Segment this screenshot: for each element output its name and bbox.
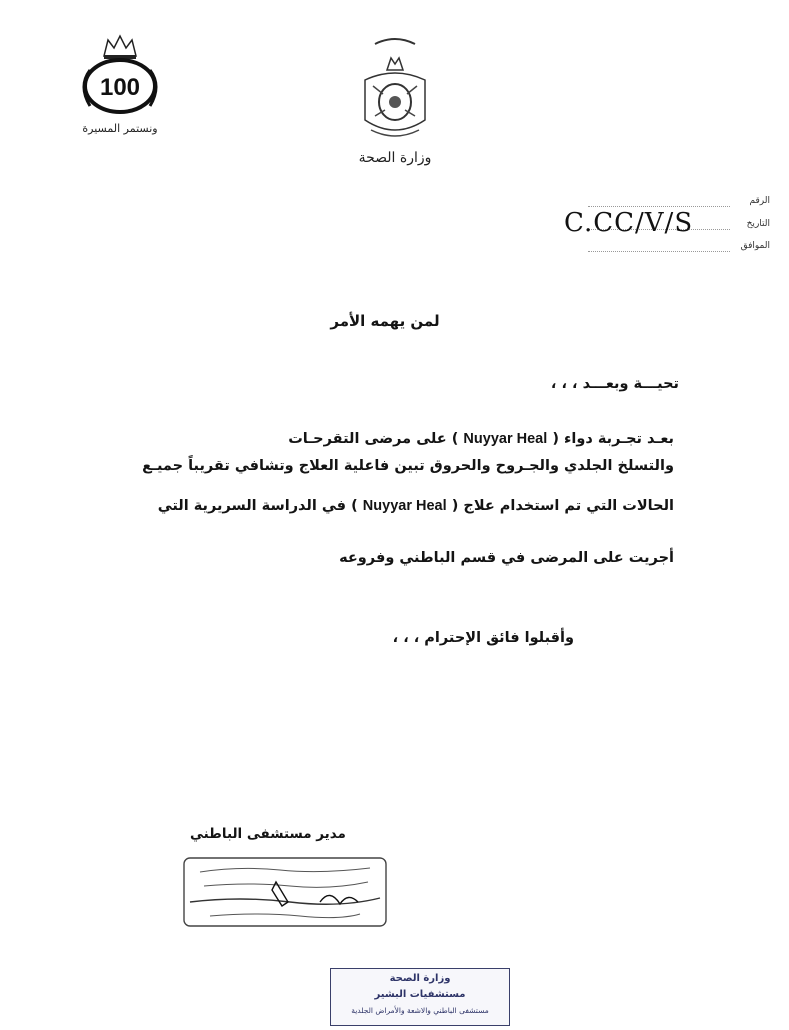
corresponding-line [588, 251, 730, 252]
ministry-caption: وزارة الصحة [358, 150, 432, 166]
ministry-crest [345, 30, 445, 180]
body-line-3 [158, 498, 674, 514]
handwritten-date: C.CC/V/S [564, 208, 694, 238]
hospital-stamp [330, 968, 510, 1026]
letter-greeting: تحيـــة وبعـــد ، ، ، [550, 376, 679, 392]
date-label: التاريخ [746, 219, 770, 229]
jordan-crest-icon [365, 39, 425, 136]
line3-after: ) في الدراسة السريرية التي [157, 498, 358, 514]
signature-title: مدير مستشفى الباطني [190, 826, 346, 842]
letter-closing: وأقبلوا فائق الإحترام ، ، ، [392, 630, 574, 646]
corresponding-label: الموافق [740, 241, 770, 251]
stamp-ministry: وزارة الصحة [389, 973, 451, 984]
number-label: الرقم [749, 196, 770, 206]
centennial-number: 100 [99, 74, 141, 101]
centennial-logo [60, 28, 180, 143]
body-line-2: والتسلخ الجلدي والجـروح والحروق تبين فاعلية العلاج وتشافي تقريباً جميـع [142, 458, 674, 474]
letter-heading: لمن يهمه الأمر [330, 312, 440, 330]
reference-block [560, 192, 770, 262]
crown-icon [104, 36, 136, 59]
number-line [588, 206, 730, 207]
doctor-stamp [180, 852, 390, 932]
line1-after: ) على مرضى التقرحـات [288, 431, 459, 447]
drug-name-2: Nuyyar Heal [362, 498, 447, 514]
line1-before: بعـد تجـربة دواء ( [552, 431, 674, 447]
stamp-hospitals: مستشفيات البشير [374, 989, 466, 1000]
body-line-4: أجريت على المرضى في قسم الباطني وفروعه [339, 550, 674, 566]
centennial-caption: ونستمر المسيرة [82, 122, 158, 135]
body-line-1 [288, 431, 674, 447]
stamp-department: مستشفى الباطني والاشعة والأمراض الجلدية [351, 1006, 489, 1015]
line3-before: الحالات التي تم استخدام علاج ( [451, 498, 674, 514]
drug-name: Nuyyar Heal [463, 431, 548, 447]
